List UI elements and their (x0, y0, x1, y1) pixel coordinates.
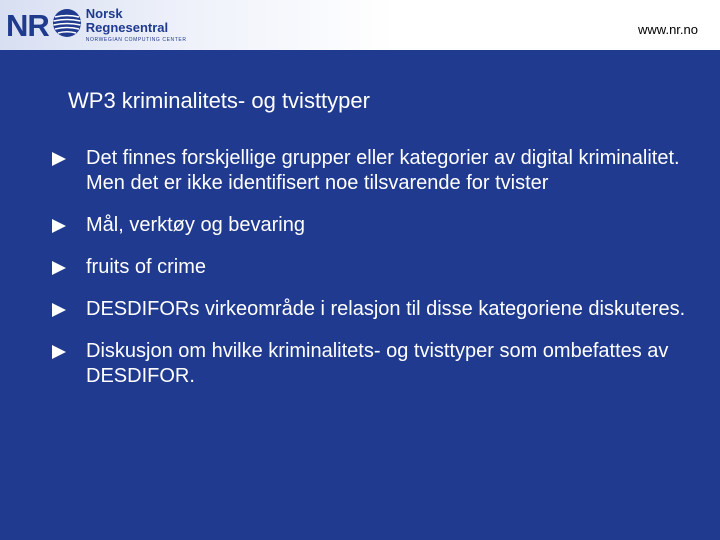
nr-logo (6, 5, 187, 45)
logo-text (86, 7, 187, 43)
bullet-text: Mål, verktøy og bevaring (86, 214, 305, 236)
logo-name-line2: Regnesentral (85, 20, 169, 35)
triangle-bullet-icon (52, 261, 66, 275)
triangle-bullet-icon (52, 152, 66, 166)
bullet-text: DESDIFORs virkeområde i relasjon til disse kategoriene diskuteres. (86, 298, 686, 320)
triangle-bullet-icon (52, 219, 66, 233)
bullet-item (48, 255, 698, 280)
slide-title: WP3 kriminalitets- og tvisttyper (68, 88, 370, 113)
triangle-bullet-icon (52, 345, 66, 359)
bullet-item (48, 297, 698, 322)
triangle-bullet-icon (52, 303, 66, 317)
logo-name-line1: Norsk (85, 6, 123, 21)
website-url: www.nr.no (638, 22, 698, 37)
bullet-item (48, 146, 698, 196)
globe-icon (52, 8, 82, 43)
logo-subtitle: NORWEGIAN COMPUTING CENTER (85, 37, 187, 43)
bullet-text: Det finnes forskjellige grupper eller kategorier av digital kriminalitet. Men det er ikke identifisert noe tilsvarende for tvister (86, 147, 680, 194)
bullet-text: fruits of crime (86, 256, 207, 278)
bullet-text: Diskusjon om hvilke kriminalitets- og tvisttyper som ombefattes av DESDIFOR. (86, 340, 669, 387)
bullet-item (48, 339, 698, 389)
bullet-list (48, 146, 698, 406)
logo-letters: NR (6, 7, 49, 43)
bullet-item (48, 213, 698, 238)
